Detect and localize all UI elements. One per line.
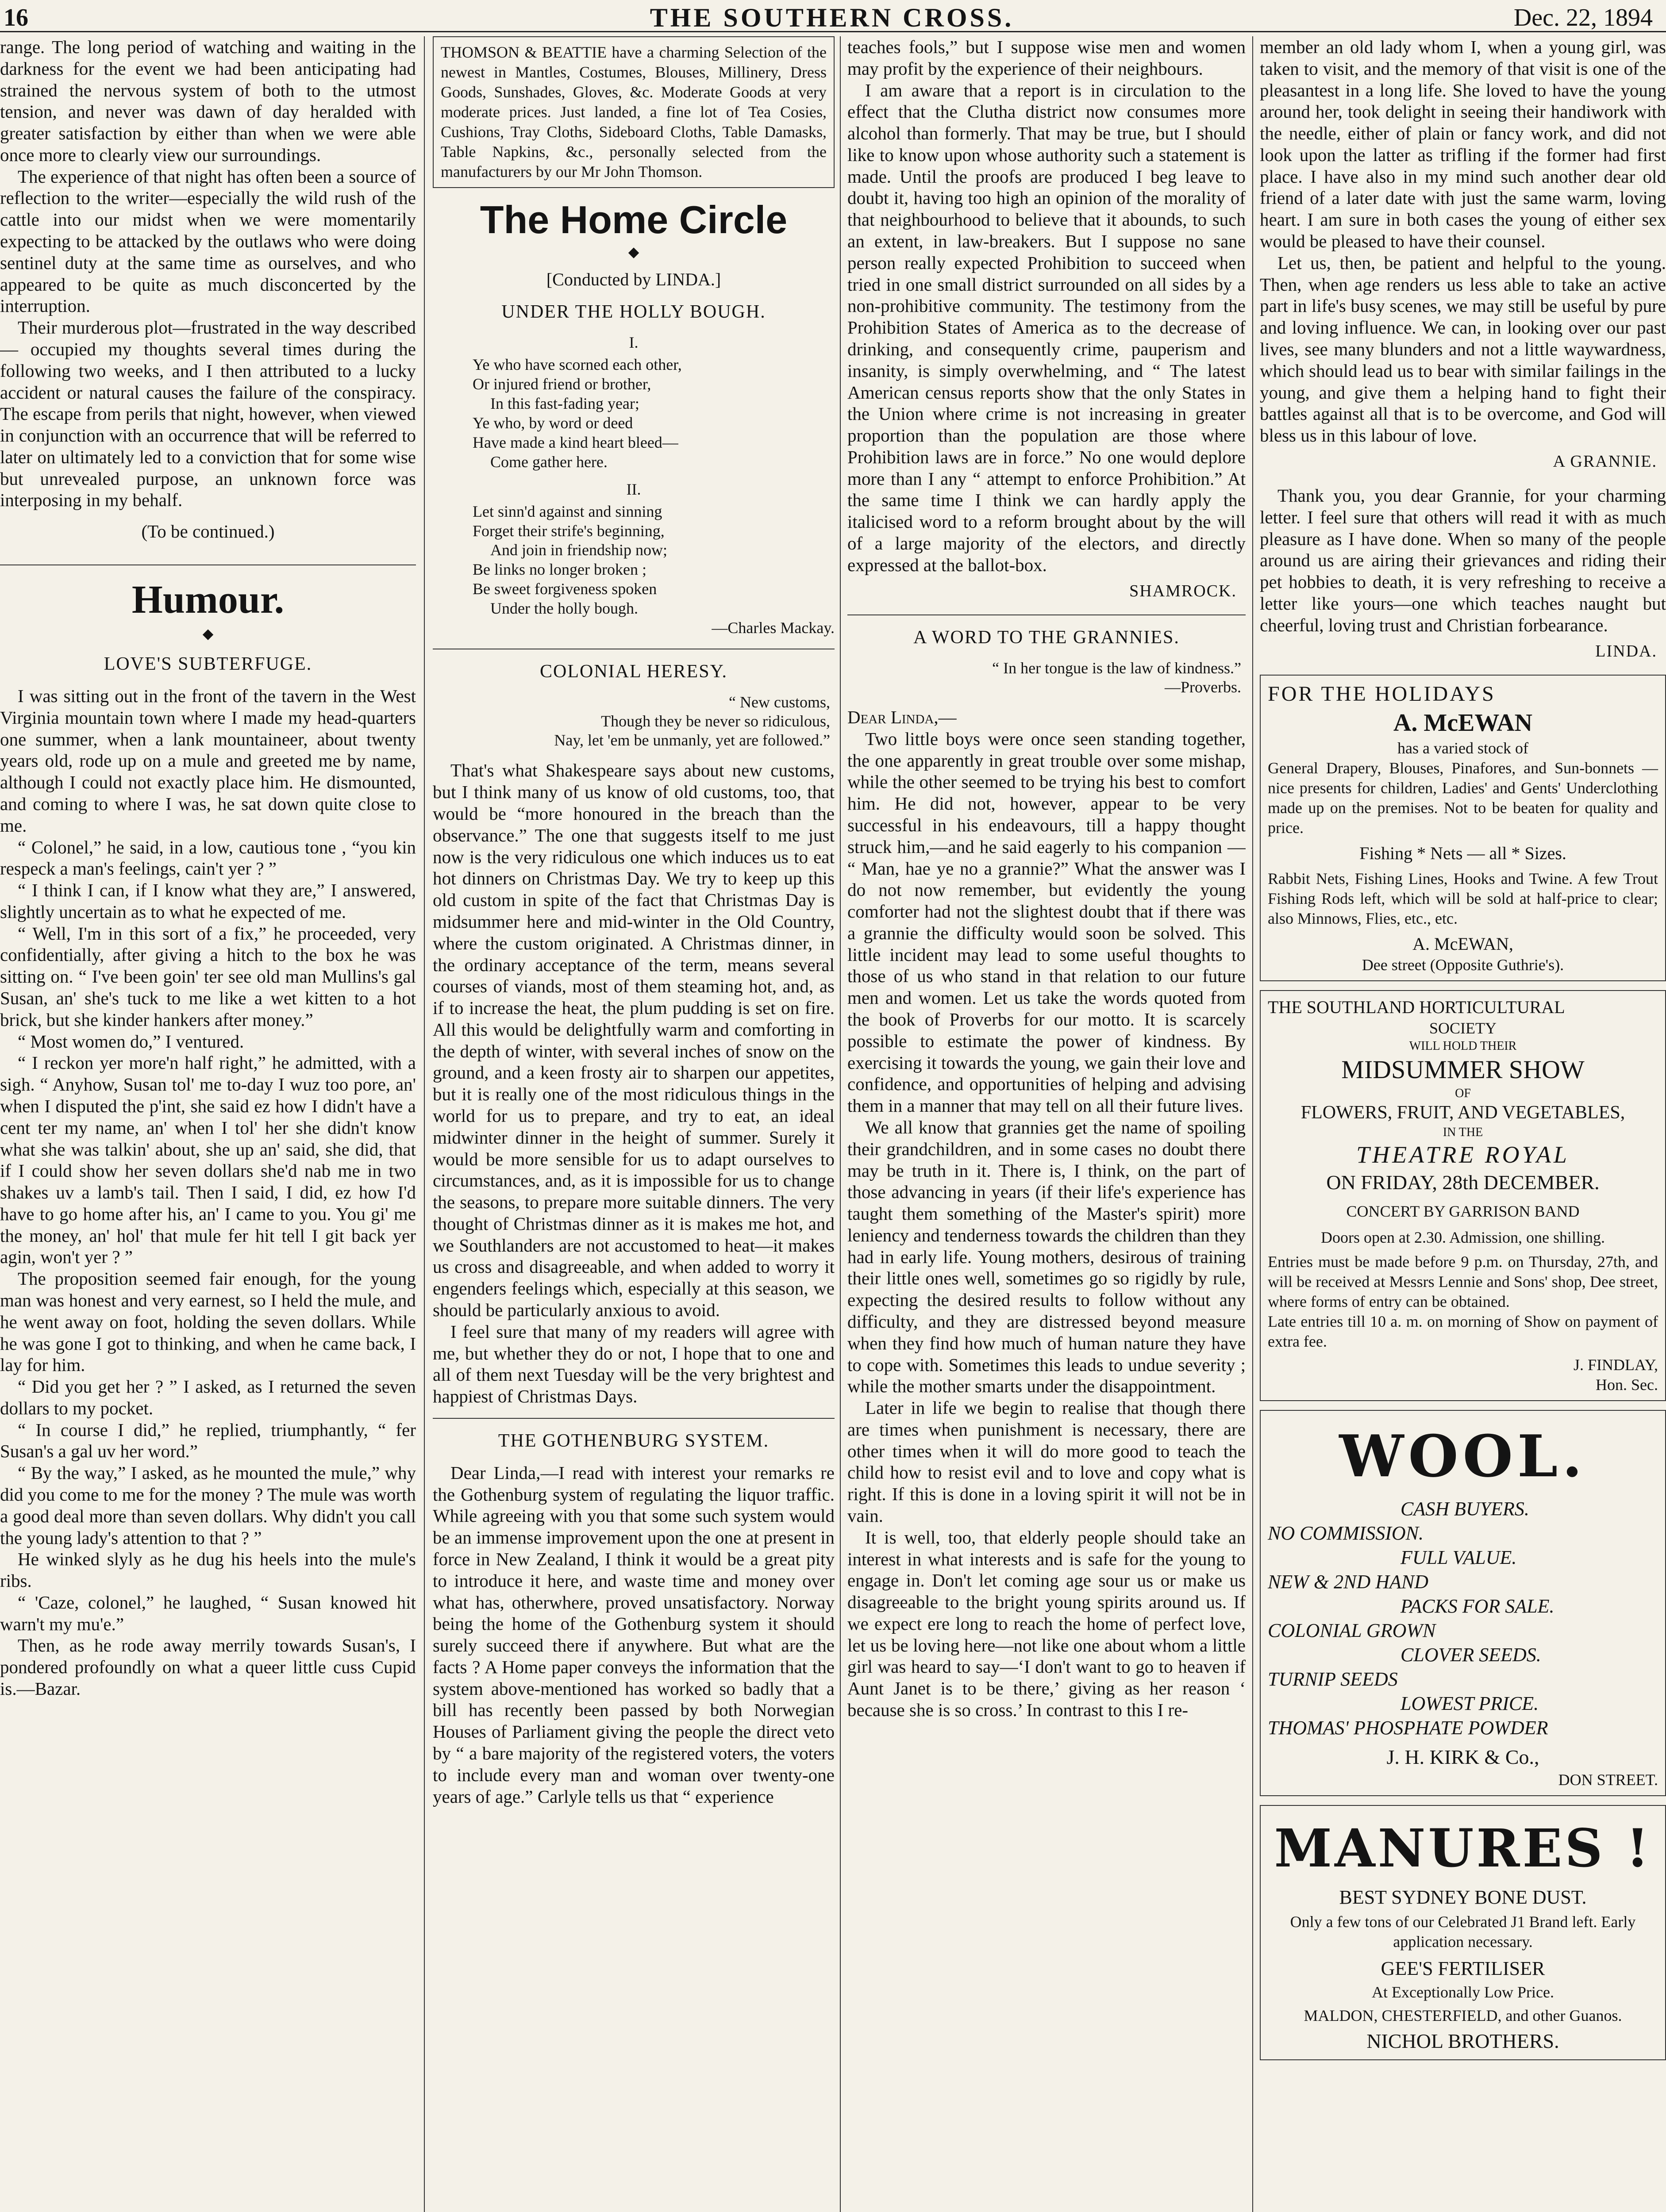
- paper-title: THE SOUTHERN CROSS.: [650, 3, 1014, 32]
- advert-name: A. McEWAN: [1393, 709, 1533, 737]
- page-number: 16: [4, 4, 28, 31]
- signature: SHAMROCK.: [1129, 581, 1237, 600]
- advert-line: GEE'S FERTILISER: [1381, 1958, 1545, 1980]
- salutation: Dear Linda,—: [847, 707, 957, 728]
- story-paragraph: I was sitting out in the front of the tavern in the West Virginia mountain town where I made my head-quarters one summer, when a lank mountaineer, about twenty years old, rode up on a mule and greeted me by name, although I could not exactly place him. He dismounted, and coming to where I was, he sat down quite close to me.: [0, 686, 416, 836]
- advert-heading: WOOL.: [1339, 1422, 1587, 1490]
- poem-line: Be sweet forgiveness spoken: [473, 580, 657, 598]
- story-paragraph: He winked slyly as he dug his heels into the mule's ribs.: [0, 1549, 416, 1591]
- poem-line: Come gather here.: [490, 453, 608, 471]
- advert-venue: THEATRE ROYAL: [1356, 1141, 1570, 1168]
- advert-line: Doors open at 2.30. Admission, one shilling.: [1321, 1228, 1605, 1246]
- signature: LINDA.: [1595, 641, 1657, 661]
- advert-line: Late entries till 10 a. m. on morning of Show on payment of extra fee.: [1268, 1312, 1658, 1350]
- advert-line: THOMAS' PHOSPHATE POWDER: [1268, 1717, 1548, 1739]
- advert-signature: A. McEWAN,: [1412, 933, 1513, 954]
- stanza-number: I.: [629, 334, 639, 352]
- advert-line: SOCIETY: [1429, 1019, 1497, 1037]
- article-paragraph: We all know that grannies get the name of spoiling their grandchildren, and in some cases no doubt there may be truth in it. There is, I think, on the part of those advancing in years (if their life's experience has taught them something of the Master's spirit) more leniency and tenderness towards the children than they had in early life. Young mothers, desirous of training their little ones well, sometimes go so rigidly by rule, expecting the desired results to follow without any difficulty, and they are distressed beyond measure when they find how much of human nature they have to cope with. Sometimes this leads to undue severity ; while the mother smarts under the disappointment.: [847, 1117, 1246, 1397]
- divider: [433, 1418, 835, 1419]
- column-2: [433, 36, 835, 2212]
- advert-heading: MANURES !: [1274, 1817, 1652, 1879]
- story-title: LOVE'S SUBTERFUGE.: [104, 654, 312, 675]
- advert-line: NO COMMISSION.: [1268, 1522, 1424, 1544]
- advert-manures: [1260, 1805, 1666, 2060]
- advert-firm: J. H. KIRK & Co.,: [1386, 1746, 1539, 1769]
- advert-line: CONCERT BY GARRISON BAND: [1346, 1202, 1580, 1220]
- story-paragraph: “ Well, I'm in this sort of a fix,” he proceeded, very confidentially, after giving a hitch to the box he was sitting on. “ I've been goin' ter see old man Mullins's gal Susan, an' she's tuck to me like a wet kitten to a hot brick, but she kinder hankers after money.”: [0, 923, 416, 1030]
- article-paragraph: Dear Linda,—I read with interest your remarks re the Gothenburg system of regulating the liquor traffic. While agreeing with you that some such system would be an immense improvement upon the one at present in force in New Zealand, I think it would be a great pity to introduce it here, and waste time and money over what has, otherwhere, proved unsatisfactory. Norway being the home of the Gothenburg system it should surely succeed there if anywhere. But what are the facts ? A Home paper conveys the information that the system above-mentioned has worked so badly that a bill has recently been passed by both Norwegian Houses of Parliament giving the people the direct veto by “ a bare majority of the registered voters, the voters to include every man and woman over twenty-one years of age.” Carlyle tells us that “ experience: [433, 1462, 835, 1807]
- article-title: COLONIAL HERESY.: [539, 661, 727, 682]
- advert-line: MALDON, CHESTERFIELD, and other Guanos.: [1304, 2007, 1622, 2025]
- advert-heading: FOR THE HOLIDAYS: [1268, 682, 1496, 706]
- poem-title: UNDER THE HOLLY BOUGH.: [501, 302, 766, 323]
- column-rule: [840, 36, 841, 2212]
- story-paragraph: “ In course I did,” he replied, triumphantly, “ fer Susan's a gal uv her word.”: [0, 1419, 416, 1462]
- advert-line: Rabbit Nets, Fishing Lines, Hooks and Twine. A few Trout Fishing Rods left, which will be sold at half-price to clear; also Minnows, Flies, etc., etc.: [1268, 869, 1658, 927]
- advert-line: At Exceptionally Low Price.: [1372, 1983, 1554, 2001]
- advert-mcewan: [1260, 675, 1666, 981]
- advert-wool: [1260, 1410, 1666, 1796]
- editor-reply: Thank you, you dear Grannie, for your charming letter. I feel sure that others will read it with as much pleasure as I have done. When so many of the people around us are airing their grievances and riding their pet hobbies to death, it is very refreshing to receive a letter like yours—one which teaches naught but cheerful, loving trust and Christian forbearance.: [1260, 485, 1666, 635]
- signature: A GRANNIE.: [1553, 452, 1657, 471]
- motto-line: Nay, let 'em be unmanly, yet are followed.”: [554, 731, 830, 749]
- story-paragraph: “ By the way,” I asked, as he mounted the mule,” why did you come to me for the money ? The mule was worth a good deal more than seven dollars. Why didn't you call the young lady's attention to that ? ”: [0, 1463, 416, 1548]
- motto-line: “ New customs,: [729, 693, 830, 711]
- ornament: ◆: [628, 243, 639, 260]
- advert-line: FLOWERS, FRUIT, AND VEGETABLES,: [1300, 1102, 1625, 1123]
- serial-paragraph: range. The long period of watching and waiting in the darkness for the event we had been anticipating had strained the nervous system of both to the utmost tension, and never was dawn of day heralded with greater satisfaction by either than when we were able once more to clearly view our surroundings.: [0, 37, 416, 165]
- advert-line: Entries must be made before 9 p.m. on Thursday, 27th, and will be received at Messrs Lennie and Sons' shop, Dee street, where forms of entry can be obtained.: [1268, 1252, 1658, 1310]
- advert-line: TURNIP SEEDS: [1268, 1668, 1398, 1690]
- story-paragraph: “ Colonel,” he said, in a low, cautious tone , “you kin respeck a man's feelings, cain't yer ? ”: [0, 837, 416, 879]
- article-title: THE GOTHENBURG SYSTEM.: [498, 1430, 770, 1451]
- advert-thomson-beattie: [433, 36, 835, 188]
- advert-line: NEW & 2ND HAND: [1268, 1571, 1428, 1593]
- advert-line: COLONIAL GROWN: [1268, 1620, 1436, 1642]
- poem-line: Or injured friend or brother,: [473, 375, 651, 393]
- advert-show-title: MIDSUMMER SHOW: [1341, 1055, 1585, 1084]
- advert-horticultural-show: [1260, 990, 1666, 1401]
- article-paragraph: That's what Shakespeare says about new customs, but I think many of us know of old customs, too, that would be “more honoured in the breach than the observance.” The one that suggests itself to me just now is the very ridiculous one which induces us to eat hot dinners on Christmas Day. We try to keep up this old custom in spite of the fact that Christmas Day is midsummer here and mid-winter in the Old Country, where the custom originated. A Christmas dinner, in the ordinary acceptance of the term, means several courses of viands, most of them steaming hot, and, as if to increase the heat, the plum pudding is set on fire. All this would be delightfully warm and comforting in the depth of winter, with several inches of snow on the ground, and a keen frosty air to sharpen our appetites, but it is really one of the most ridiculous things in the world for us to prepare, and try to eat, an ideal midwinter dinner in the height of summer. Surely it would be more sensible for us to adapt ourselves to circumstances, and, as it is impossible for us to change the seasons, to prepare more suitable dinners. The very thought of Christmas dinner as it is makes me hot, and we Southlanders are not accustomed to heat—it makes us cross and disagreeable, and when added to worry it engenders feelings which, especially at this season, we should be particularly anxious to avoid.: [433, 760, 835, 1321]
- stanza-number: II.: [626, 480, 641, 498]
- poem-line: Let sinn'd against and sinning: [473, 502, 662, 520]
- advert-line: CLOVER SEEDS.: [1401, 1644, 1541, 1666]
- advert-line: LOWEST PRICE.: [1401, 1693, 1539, 1715]
- advert-text: THOMSON & BEATTIE have a charming Selection of the newest in Mantles, Costumes, Blouses, Millinery, Dress Goods, Sunshades, Gloves, &c. Moderate Goods at very moderate prices. Just landed, a fine lot of Tea Cosies, Cushions, Tray Cloths, Sideboard Cloths, Table Damasks, Table Napkins, &c., personally selected from the manufacturers by our Mr John Thomson.: [441, 43, 827, 180]
- article-paragraph: member an old lady whom I, when a young girl, was taken to visit, and the memory of that visit is one of the pleasantest in a long life. She loved to have the young around her, took delight in seeing their handiwork with the needle, either of plain or fancy work, and did not look upon the latter as trifling if the former had first place. I have also in my mind such another dear old friend of a later date with just the same warm, loving heart. I am sure in both cases the young of either sex would be pleased to have their counsel.: [1260, 37, 1666, 252]
- article-paragraph: I feel sure that many of my readers will agree with me, but whether they do or not, I hope that to one and all of them next Tuesday will be the very brightest and happiest of Christmas Days.: [433, 1321, 835, 1407]
- advert-firm: NICHOL BROTHERS.: [1366, 2030, 1559, 2053]
- column-4: [1260, 36, 1666, 2212]
- column-3: [847, 36, 1246, 2212]
- article-paragraph: Two little boys were once seen standing together, the one apparently in great trouble over some mishap, while the other seemed to be trying his best to comfort him. He did not, however, appear to be very successful in his endeavours, till a happy thought struck him,—and he said eagerly to his companion — “ Man, hae ye no a grannie?” What the answer was I do not now remember, but evidently the young comforter had not the slightest doubt that if there was a grannie the difficulty would soon be solved. This little incident may lead to some useful thoughts to those of us who stand in that relation to our future men and women. Let us take the words quoted from the book of Proverbs for our motto. It is scarcely possible to estimate the power of kindness. By exercising it towards the young, we gain their love and confidence, and opportunities of helping and advising them in a manner that may tell on all their future lives.: [847, 728, 1246, 1116]
- poem-line: In this fast-fading year;: [490, 395, 639, 413]
- story-paragraph: Then, as he rode away merrily towards Susan's, I pondered profoundly on what a queer little cuss Cupid is.—Bazar.: [0, 1635, 416, 1699]
- advert-role: Hon. Sec.: [1596, 1375, 1658, 1394]
- masthead: [0, 0, 1666, 32]
- poem-line: Forget their strife's beginning,: [473, 522, 665, 540]
- advert-address: DON STREET.: [1558, 1770, 1658, 1789]
- article-paragraph: It is well, too, that elderly people should take an interest in what interests and is safe for the young to engage in. Don't let coming age sour us or make us disagreeable to the bright young spirits around us. If we expect ere long to reach the home of perfect love, let us be loving here—not like one about whom a little girl was heard to say—‘I don't want to go to heaven if Aunt Janet is to be there,’ giving as her reason ‘ because she is so cross.’ In contrast to this I re-: [847, 1527, 1246, 1720]
- advert-signature: J. FINDLAY,: [1573, 1356, 1658, 1374]
- advert-heading: THE SOUTHLAND HORTICULTURAL: [1268, 997, 1565, 1017]
- advert-line: General Drapery, Blouses, Pinafores, and Sun-bonnets — nice presents for children, Ladies' and Gents' Underclothing made up on the premises. Not to be beaten for quality and price.: [1268, 759, 1658, 837]
- story-paragraph: The proposition seemed fair enough, for the young man was honest and very earnest, so I held the mule, and he went away on foot, holding the seven dollars. While he was gone I got to thinking, and when he came back, I lay for him.: [0, 1268, 416, 1375]
- advert-line: Only a few tons of our Celebrated J1 Brand left. Early application necessary.: [1290, 1913, 1636, 1951]
- poem-line: Have made a kind heart bleed—: [473, 433, 678, 451]
- article-motto: [433, 693, 830, 750]
- serial-paragraph: The experience of that night has often been a source of reflection to the writer—especially the wild rush of the cattle into our midst when we were momentarily expecting to be attacked by the outlaws who were doing sentinel duty at the same time as ourselves, and who appeared to be quite as much disconcerted by the interruption.: [0, 166, 416, 316]
- motto-line: —Proverbs.: [1165, 678, 1241, 696]
- story-paragraph: “ Did you get her ? ” I asked, as I returned the seven dollars to my pocket.: [0, 1376, 416, 1418]
- poem-line: Be links no longer broken ;: [473, 561, 646, 579]
- advert-line: IN THE: [1443, 1125, 1483, 1139]
- motto-line: Though they be never so ridiculous,: [601, 712, 830, 730]
- advert-line: BEST SYDNEY BONE DUST.: [1339, 1886, 1587, 1909]
- advert-line: PACKS FOR SALE.: [1401, 1595, 1554, 1617]
- advert-line: WILL HOLD THEIR: [1409, 1039, 1517, 1053]
- article-paragraph: Let us, then, be patient and helpful to the young. Then, when age renders us less able to take an active part in life's busy scenes, we may still be useful by pure and loving influence. We can, in looking over our past lives, see many blunders and not a little waywardness, which should lead us to bear with similar failings in the young, and give them a helping hand to fight their battles against all that is to be overcome, and God will bless us in this labour of love.: [1260, 252, 1666, 446]
- poem-line: Ye who have scorned each other,: [473, 356, 682, 374]
- article-paragraph: Later in life we begin to realise that though there are times when punishment is necessary, there are other times when it will do more good to teach the child how to resist evil and to love and copy what is right. If this is done in a loving spirit it will not be in vain.: [847, 1398, 1246, 1526]
- story-paragraph: “ 'Caze, colonel,” he laughed, “ Susan knowed hit warn't my mu'e.”: [0, 1592, 416, 1634]
- article-motto: [847, 659, 1241, 697]
- story-paragraph: “ I think I can, if I know what they are,” I answered, slightly uncertain as to what he expected of me.: [0, 880, 416, 922]
- poem: [473, 333, 835, 638]
- serial-paragraph: Their murderous plot—frustrated in the way described — occupied my thoughts several times during the following two weeks, and I then attributed to a lucky accident or natural causes the failure of the conspiracy. The escape from perils that night, however, when viewed in conjunction with an occurrence that will be referred to later on ultimately led to a conviction that for some wise but unrevealed purpose, an unknown force was interposing in my behalf.: [0, 317, 416, 511]
- story-paragraph: “ Most women do,” I ventured.: [18, 1031, 244, 1052]
- advert-line: OF: [1455, 1087, 1471, 1101]
- poem-line: And join in friendship now;: [490, 541, 667, 559]
- article-title: A WORD TO THE GRANNIES.: [913, 627, 1180, 648]
- advert-line: FULL VALUE.: [1401, 1547, 1517, 1569]
- advert-line: Fishing * Nets — all * Sizes.: [1359, 843, 1566, 863]
- section-title-home-circle: The Home Circle: [480, 198, 788, 242]
- motto-line: “ In her tongue is the law of kindness.”: [992, 659, 1241, 677]
- section-title-humour: Humour.: [131, 577, 285, 622]
- issue-date: Dec. 22, 1894: [1513, 4, 1653, 31]
- advert-address: Dee street (Opposite Guthrie's).: [1362, 956, 1564, 974]
- story-paragraph: “ I reckon yer more'n half right,” he admitted, with a sigh. “ Anyhow, Susan tol' me to-day I wuz too pore, an' when I disputed the p'int, she said ez how I didn't have a cent ter my name, an' when I tol' her she didn't know what she was talkin' about, she up an' said, she did, that if I could show her seven dollars she'd nab me in two shakes uv a lamb's tail. Then I said, I did, ez how I'd have to go home after his, an' I came to you. You gi' me the money, an' hol' that mule fer hit tell I git back yer agin, won't yer ? ”: [0, 1052, 416, 1267]
- ornament: ◆: [202, 626, 214, 642]
- column-rule: [424, 36, 425, 2212]
- advert-line: CASH BUYERS.: [1401, 1498, 1529, 1520]
- column-1: [0, 36, 416, 2212]
- poem-line: Under the holly bough.: [490, 599, 638, 618]
- poem-line: Ye who, by word or deed: [473, 414, 633, 432]
- divider: [847, 614, 1246, 615]
- article-paragraph: teaches fools,” but I suppose wise men and women may profit by the experience of their neighbours.: [847, 37, 1246, 79]
- advert-line: has a varied stock of: [1397, 739, 1528, 757]
- column-rule: [1252, 36, 1253, 2212]
- article-paragraph: I am aware that a report is in circulation to the effect that the Clutha district now consumes more alcohol than formerly. That may be true, but I should like to know upon whose authority such a statement is made. Until the proofs are produced I beg leave to doubt it, having too high an opinion of the morality of that neighbourhood to believe that it abounds, to such an extent, in law-breakers. But I suppose no sane person really expected Prohibition to succeed when tried in one small district surrounded on all sides by a non-prohibitive community. The testimony from the Prohibition States of America as to the decrease of drinking, and consequently crime, pauperism and insanity, is simply overwhelming, and “ The latest American census reports show that the only States in the Union where crime is not increasing in greater proportion than the population are those where Prohibition laws are in force.” No one would deplore more than I any “ attempt to enforce Prohibition.” At the same time I think we can hardly apply the italicised word to a reform brought about by the will of a large majority of the electors, and directly expressed at the ballot-box.: [847, 80, 1246, 575]
- poem-author: —Charles Mackay.: [712, 619, 835, 637]
- to-be-continued: (To be continued.): [141, 521, 275, 542]
- conducted-by: [Conducted by LINDA.]: [546, 269, 721, 289]
- advert-date: ON FRIDAY, 28th DECEMBER.: [1326, 1171, 1600, 1194]
